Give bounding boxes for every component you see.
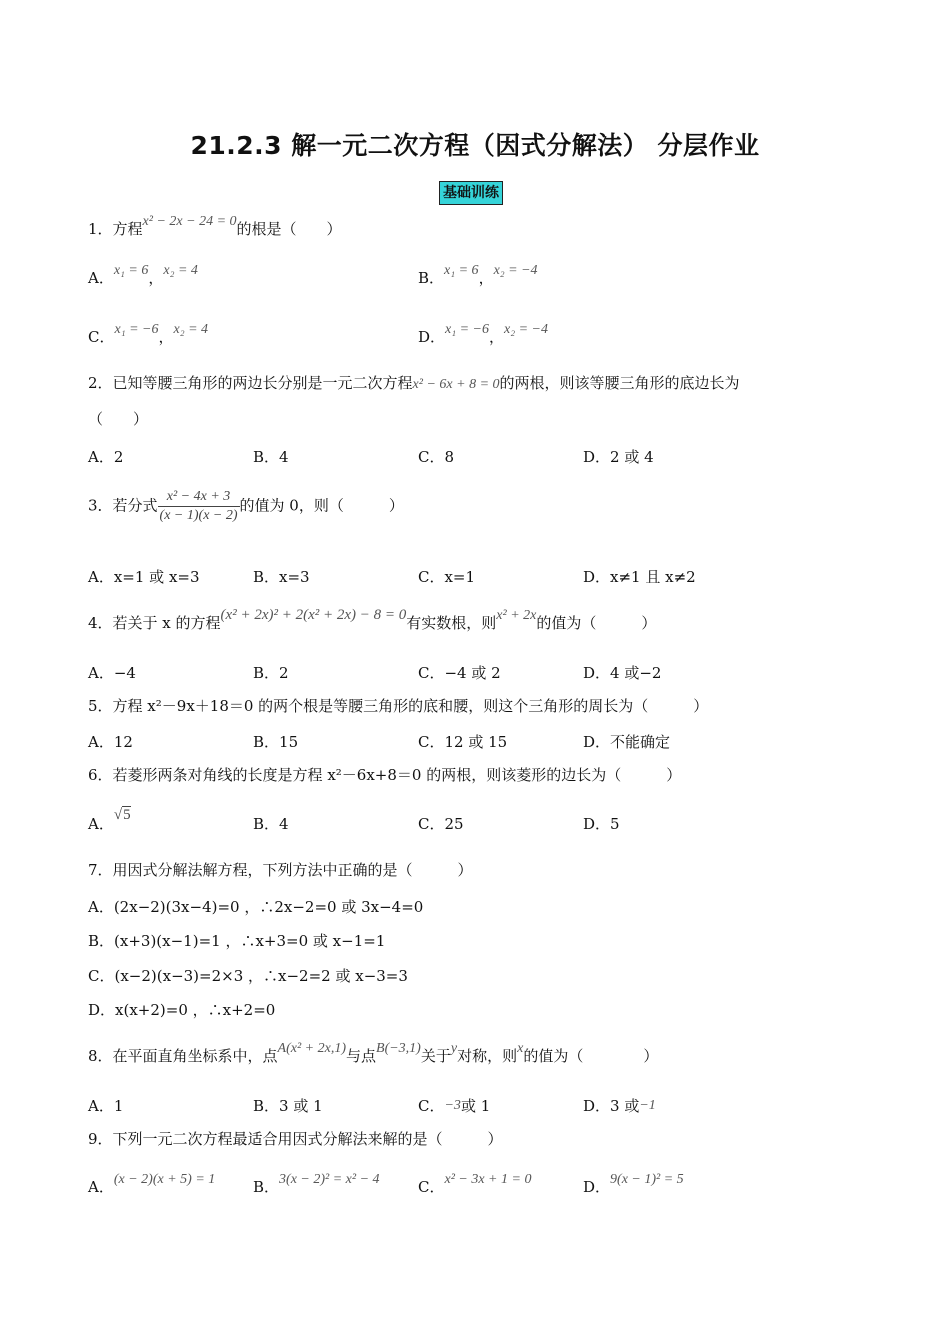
q2-bracket: （ ） <box>88 410 149 428</box>
q3-option-b[interactable]: B．x=3 <box>253 568 310 586</box>
q1-a-label: A． <box>88 269 114 287</box>
page-title: 21.2.3 解一元二次方程（因式分解法） 分层作业 <box>190 131 760 160</box>
q1-option-a[interactable] <box>88 263 198 290</box>
q2-prefix: 2．已知等腰三角形的两边长分别是一元二次方程 <box>88 374 413 392</box>
q9-c-equation: x² − 3x + 1 = 0 <box>444 1172 532 1187</box>
q4-option-b[interactable]: B．2 <box>253 664 289 682</box>
q6-a-radicand: 5 <box>123 807 131 823</box>
q1-option-b[interactable] <box>418 263 538 290</box>
q6-option-c[interactable]: C．25 <box>418 815 464 833</box>
q3-option-c[interactable]: C．x=1 <box>418 568 476 586</box>
q6-option-a[interactable] <box>88 807 131 835</box>
q1-a-x2: x₂ = 4 <box>163 263 198 278</box>
q8-point-b: B(−3,1) <box>376 1041 421 1056</box>
q1-option-d[interactable] <box>418 322 549 349</box>
q1-a-sep: ， <box>148 269 164 287</box>
q2-option-d[interactable]: D．2 或 4 <box>583 448 654 466</box>
q2-option-c[interactable]: C．8 <box>418 448 455 466</box>
q8-point-a: A(x² + 2x,1) <box>277 1041 346 1056</box>
q1-b-label: B． <box>418 269 445 287</box>
q6-a-sqrt: √5 <box>113 807 131 823</box>
q3-fraction <box>158 488 240 525</box>
q9-d-equation: 9(x − 1)² = 5 <box>610 1172 684 1187</box>
q4-expression: x² + 2x <box>496 608 537 623</box>
q9-option-a[interactable] <box>88 1172 216 1199</box>
q9-b-equation: 3(x − 2)² = x² − 4 <box>279 1172 380 1187</box>
question-3 <box>88 488 404 525</box>
q8-option-c[interactable] <box>418 1096 490 1118</box>
q4-prefix: 4．若关于 x 的方程 <box>88 614 221 632</box>
q2-option-b[interactable]: B．4 <box>253 448 289 466</box>
q5-option-d[interactable]: D．不能确定 <box>583 733 671 751</box>
q1-c-label: C． <box>88 328 115 346</box>
q4-option-a[interactable]: A．−4 <box>88 664 136 682</box>
q9-a-equation: (x − 2)(x + 5) = 1 <box>113 1172 216 1187</box>
q3-numerator: x² − 4x + 3 <box>158 488 240 507</box>
q5-option-a[interactable]: A．12 <box>88 733 133 751</box>
q1-a-x1: x₁ = 6 <box>113 263 149 278</box>
q1-b-sep: ， <box>478 269 494 287</box>
q8-d-label: D．3 或 <box>583 1097 640 1115</box>
q8-option-a[interactable]: A．1 <box>88 1097 124 1115</box>
q8-c-label: C． <box>418 1097 445 1115</box>
q4-mid: 有实数根，则 <box>406 614 497 632</box>
q9-option-c[interactable] <box>418 1172 532 1199</box>
q1-c-x1: x₁ = −6 <box>114 322 159 337</box>
q1-prefix: 1．方程 <box>88 220 143 238</box>
q1-d-label: D． <box>418 328 446 346</box>
q2-suffix: 的两根，则该等腰三角形的底边长为 <box>499 374 740 392</box>
q3-option-d[interactable]: D．x≠1 且 x≠2 <box>583 568 696 586</box>
q1-d-x2: x₂ = −4 <box>504 322 549 337</box>
question-9: 9．下列一元二次方程最适合用因式分解法来解的是（ ） <box>88 1130 503 1148</box>
q6-option-b[interactable]: B．4 <box>253 815 289 833</box>
q5-option-b[interactable]: B．15 <box>253 733 299 751</box>
q4-option-d[interactable]: D．4 或−2 <box>583 664 662 682</box>
q9-option-d[interactable] <box>583 1172 684 1199</box>
q2-option-a[interactable]: A．2 <box>88 448 124 466</box>
q8-variable: x <box>517 1041 524 1056</box>
q8-mid2: 关于 <box>420 1047 451 1065</box>
question-5: 5．方程 x²－9x＋18＝0 的两个根是等腰三角形的底和腰，则这个三角形的周长为（ ） <box>88 697 709 715</box>
q9-d-label: D． <box>583 1178 611 1196</box>
q4-option-c[interactable]: C．−4 或 2 <box>418 664 501 682</box>
q8-c-value: −3 <box>444 1098 461 1113</box>
q1-c-sep: ， <box>158 328 174 346</box>
q5-option-c[interactable]: C．12 或 15 <box>418 733 508 751</box>
q3-suffix: 的值为 0，则（ ） <box>239 496 404 515</box>
question-1 <box>88 214 342 241</box>
q9-a-label: A． <box>88 1178 114 1196</box>
q3-option-a[interactable]: A．x=1 或 x=3 <box>88 568 200 586</box>
q9-option-b[interactable] <box>253 1172 380 1199</box>
q1-d-sep: ， <box>489 328 505 346</box>
q8-c-suffix: 或 1 <box>460 1097 491 1115</box>
q7-option-c[interactable]: C．(x−2)(x−3)=2×3 ，∴x−2=2 或 x−3=3 <box>88 967 408 985</box>
q6-option-d[interactable]: D．5 <box>583 815 620 833</box>
q8-mid1: 与点 <box>346 1047 377 1065</box>
q1-equation: x² − 2x − 24 = 0 <box>142 214 237 229</box>
q8-prefix: 8．在平面直角坐标系中，点 <box>88 1047 278 1065</box>
q3-denominator: (x − 1)(x − 2) <box>159 508 238 523</box>
q1-d-x1: x₁ = −6 <box>445 322 490 337</box>
question-7: 7．用因式分解法解方程，下列方法中正确的是（ ） <box>88 861 473 879</box>
question-2 <box>88 373 740 395</box>
q7-option-b[interactable]: B．(x+3)(x−1)=1 ，∴x+3=0 或 x−1=1 <box>88 932 386 950</box>
q2-equation: x² − 6x + 8 = 0 <box>412 377 500 392</box>
q8-d-value: −1 <box>639 1098 656 1113</box>
q1-suffix: 的根是（ ） <box>236 220 342 238</box>
q3-prefix: 3．若分式 <box>88 496 158 515</box>
section-label: 基础训练 <box>439 181 503 205</box>
question-4 <box>88 607 657 635</box>
q6-a-label: A． <box>88 815 114 833</box>
q8-option-d[interactable] <box>583 1096 656 1118</box>
q8-mid3: 对称，则 <box>457 1047 518 1065</box>
q9-c-label: C． <box>418 1178 445 1196</box>
q1-b-x2: x₂ = −4 <box>493 263 538 278</box>
q7-option-a[interactable]: A．(2x−2)(3x−4)=0 ，∴2x−2=0 或 3x−4=0 <box>88 898 424 916</box>
q8-suffix: 的值为（ ） <box>523 1047 659 1065</box>
q4-equation: (x² + 2x)² + 2(x² + 2x) − 8 = 0 <box>220 607 407 623</box>
q7-option-d[interactable]: D．x(x+2)=0 ，∴x+2=0 <box>88 1001 276 1019</box>
question-8 <box>88 1041 659 1068</box>
q1-c-x2: x₂ = 4 <box>173 322 209 337</box>
q8-axis: y <box>450 1041 458 1056</box>
q4-suffix: 的值为（ ） <box>536 614 657 632</box>
q8-option-b[interactable]: B．3 或 1 <box>253 1097 323 1115</box>
q9-b-label: B． <box>253 1178 280 1196</box>
question-6: 6．若菱形两条对角线的长度是方程 x²－6x+8＝0 的两根，则该菱形的边长为（ ） <box>88 766 682 784</box>
q1-b-x1: x₁ = 6 <box>444 263 479 278</box>
q1-option-c[interactable] <box>88 322 209 349</box>
